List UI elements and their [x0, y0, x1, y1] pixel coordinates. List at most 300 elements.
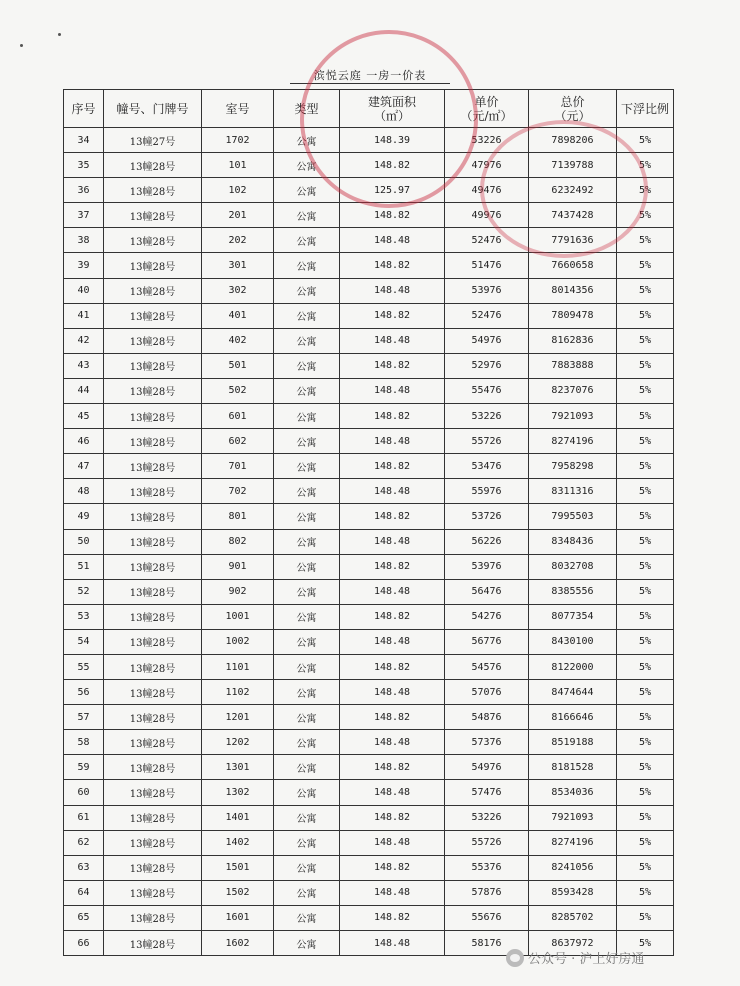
room-no: 1301: [202, 755, 274, 780]
unit-price: 49476: [445, 178, 529, 203]
room-no: 1702: [202, 128, 274, 153]
table-row: [64, 830, 674, 855]
floor-area: 148.82: [340, 504, 445, 529]
discount-rate: 5%: [617, 378, 674, 403]
room-no: 102: [202, 178, 274, 203]
unit-type: 公寓: [274, 755, 340, 780]
total-price: 8637972: [529, 931, 617, 956]
total-price: 7791636: [529, 228, 617, 253]
floor-area: 148.48: [340, 479, 445, 504]
row-index: 52: [64, 579, 104, 604]
watermark: [506, 948, 644, 967]
unit-price: 57076: [445, 680, 529, 705]
unit-type: 公寓: [274, 905, 340, 930]
building-no: 13幢28号: [104, 454, 202, 479]
table-row: [64, 604, 674, 629]
floor-area: 148.82: [340, 303, 445, 328]
row-index: 39: [64, 253, 104, 278]
unit-type: 公寓: [274, 629, 340, 654]
discount-rate: 5%: [617, 479, 674, 504]
floor-area: 148.82: [340, 705, 445, 730]
building-no: 13幢28号: [104, 705, 202, 730]
discount-rate: 5%: [617, 454, 674, 479]
discount-rate: 5%: [617, 805, 674, 830]
building-no: 13幢28号: [104, 680, 202, 705]
discount-rate: 5%: [617, 278, 674, 303]
discount-rate: 5%: [617, 404, 674, 429]
table-row: [64, 128, 674, 153]
discount-rate: 5%: [617, 629, 674, 654]
total-price: 7437428: [529, 203, 617, 228]
discount-rate: 5%: [617, 529, 674, 554]
row-index: 38: [64, 228, 104, 253]
room-no: 1102: [202, 680, 274, 705]
room-no: 1602: [202, 931, 274, 956]
total-price: 7921093: [529, 404, 617, 429]
floor-area: 148.48: [340, 931, 445, 956]
table-row: [64, 680, 674, 705]
unit-type: 公寓: [274, 654, 340, 679]
table-row: [64, 654, 674, 679]
row-index: 56: [64, 680, 104, 705]
unit-price: 55726: [445, 429, 529, 454]
unit-type: 公寓: [274, 479, 340, 504]
discount-rate: 5%: [617, 730, 674, 755]
unit-type: 公寓: [274, 353, 340, 378]
row-index: 41: [64, 303, 104, 328]
unit-type: 公寓: [274, 780, 340, 805]
row-index: 43: [64, 353, 104, 378]
floor-area: 148.82: [340, 153, 445, 178]
total-price: 8274196: [529, 830, 617, 855]
floor-area: 148.48: [340, 328, 445, 353]
price-table: [63, 89, 674, 956]
unit-price: 53226: [445, 128, 529, 153]
row-index: 35: [64, 153, 104, 178]
building-no: 13幢28号: [104, 253, 202, 278]
discount-rate: 5%: [617, 203, 674, 228]
unit-type: 公寓: [274, 529, 340, 554]
unit-price: 53476: [445, 454, 529, 479]
building-no: 13幢28号: [104, 805, 202, 830]
unit-type: 公寓: [274, 855, 340, 880]
total-price: 7898206: [529, 128, 617, 153]
total-price: 6232492: [529, 178, 617, 203]
unit-price: 49976: [445, 203, 529, 228]
room-no: 1002: [202, 629, 274, 654]
unit-type: 公寓: [274, 153, 340, 178]
room-no: 1202: [202, 730, 274, 755]
unit-type: 公寓: [274, 404, 340, 429]
discount-rate: 5%: [617, 353, 674, 378]
floor-area: 148.48: [340, 278, 445, 303]
floor-area: 148.48: [340, 830, 445, 855]
total-price: 8077354: [529, 604, 617, 629]
building-no: 13幢28号: [104, 554, 202, 579]
total-price: 7139788: [529, 153, 617, 178]
building-no: 13幢28号: [104, 378, 202, 403]
room-no: 501: [202, 353, 274, 378]
building-no: 13幢28号: [104, 579, 202, 604]
discount-rate: 5%: [617, 780, 674, 805]
table-row: [64, 755, 674, 780]
header-line: 建筑面积: [367, 94, 416, 109]
room-no: 1001: [202, 604, 274, 629]
table-row: [64, 705, 674, 730]
row-index: 59: [64, 755, 104, 780]
unit-price: 52976: [445, 353, 529, 378]
row-index: 51: [64, 554, 104, 579]
building-no: 13幢28号: [104, 303, 202, 328]
room-no: 1601: [202, 905, 274, 930]
floor-area: 148.82: [340, 755, 445, 780]
building-no: 13幢28号: [104, 228, 202, 253]
header-unit-price: [445, 90, 529, 128]
unit-price: 54976: [445, 328, 529, 353]
total-price: 8162836: [529, 328, 617, 353]
row-index: 65: [64, 905, 104, 930]
unit-price: 55726: [445, 830, 529, 855]
table-row: [64, 378, 674, 403]
floor-area: 148.48: [340, 880, 445, 905]
row-index: 47: [64, 454, 104, 479]
unit-price: 53976: [445, 554, 529, 579]
floor-area: 148.82: [340, 203, 445, 228]
unit-price: 53226: [445, 805, 529, 830]
unit-price: 55476: [445, 378, 529, 403]
total-price: 8166646: [529, 705, 617, 730]
unit-price: 58176: [445, 931, 529, 956]
watermark-text: 公众号 · 沪上好房通: [528, 952, 645, 967]
building-no: 13幢28号: [104, 504, 202, 529]
discount-rate: 5%: [617, 705, 674, 730]
total-price: 7958298: [529, 454, 617, 479]
room-no: 602: [202, 429, 274, 454]
row-index: 49: [64, 504, 104, 529]
floor-area: 148.48: [340, 780, 445, 805]
header-line: （元/㎡）: [460, 108, 513, 123]
unit-price: 54876: [445, 705, 529, 730]
unit-price: 57876: [445, 880, 529, 905]
discount-rate: 5%: [617, 855, 674, 880]
table-row: [64, 253, 674, 278]
unit-price: 57376: [445, 730, 529, 755]
unit-type: 公寓: [274, 253, 340, 278]
unit-type: 公寓: [274, 730, 340, 755]
floor-area: 148.82: [340, 805, 445, 830]
floor-area: 148.82: [340, 554, 445, 579]
table-row: [64, 479, 674, 504]
total-price: 7660658: [529, 253, 617, 278]
table-row: [64, 855, 674, 880]
room-no: 1101: [202, 654, 274, 679]
room-no: 1201: [202, 705, 274, 730]
unit-type: 公寓: [274, 203, 340, 228]
row-index: 46: [64, 429, 104, 454]
row-index: 53: [64, 604, 104, 629]
room-no: 902: [202, 579, 274, 604]
table-header-row: [64, 90, 674, 128]
building-no: 13幢28号: [104, 479, 202, 504]
total-price: 8237076: [529, 378, 617, 403]
room-no: 502: [202, 378, 274, 403]
total-price: 8534036: [529, 780, 617, 805]
total-price: 8311316: [529, 479, 617, 504]
unit-type: 公寓: [274, 429, 340, 454]
building-no: 13幢27号: [104, 128, 202, 153]
room-no: 901: [202, 554, 274, 579]
unit-price: 55676: [445, 905, 529, 930]
unit-price: 55376: [445, 855, 529, 880]
header-room: 室号: [202, 90, 274, 128]
room-no: 1302: [202, 780, 274, 805]
unit-price: 51476: [445, 253, 529, 278]
discount-rate: 5%: [617, 128, 674, 153]
room-no: 302: [202, 278, 274, 303]
floor-area: 148.48: [340, 228, 445, 253]
row-index: 44: [64, 378, 104, 403]
room-no: 1402: [202, 830, 274, 855]
wechat-icon: [506, 949, 524, 967]
unit-price: 56226: [445, 529, 529, 554]
unit-price: 52476: [445, 228, 529, 253]
total-price: 7921093: [529, 805, 617, 830]
header-line: 总价: [560, 94, 585, 109]
row-index: 57: [64, 705, 104, 730]
unit-type: 公寓: [274, 378, 340, 403]
floor-area: 148.48: [340, 730, 445, 755]
row-index: 36: [64, 178, 104, 203]
discount-rate: 5%: [617, 228, 674, 253]
total-price: 8285702: [529, 905, 617, 930]
total-price: 8014356: [529, 278, 617, 303]
header-area: [340, 90, 445, 128]
table-row: [64, 554, 674, 579]
total-price: 8474644: [529, 680, 617, 705]
table-row: [64, 303, 674, 328]
row-index: 64: [64, 880, 104, 905]
unit-price: 47976: [445, 153, 529, 178]
total-price: 8519188: [529, 730, 617, 755]
floor-area: 148.82: [340, 404, 445, 429]
row-index: 54: [64, 629, 104, 654]
room-no: 801: [202, 504, 274, 529]
room-no: 301: [202, 253, 274, 278]
building-no: 13幢28号: [104, 203, 202, 228]
table-row: [64, 454, 674, 479]
unit-type: 公寓: [274, 579, 340, 604]
unit-price: 53726: [445, 504, 529, 529]
discount-rate: 5%: [617, 153, 674, 178]
total-price: 7809478: [529, 303, 617, 328]
floor-area: 148.82: [340, 604, 445, 629]
unit-price: 53976: [445, 278, 529, 303]
discount-rate: 5%: [617, 654, 674, 679]
floor-area: 125.97: [340, 178, 445, 203]
floor-area: 148.48: [340, 429, 445, 454]
discount-rate: 5%: [617, 905, 674, 930]
unit-price: 57476: [445, 780, 529, 805]
floor-area: 148.48: [340, 529, 445, 554]
table-row: [64, 529, 674, 554]
building-no: 13幢28号: [104, 404, 202, 429]
header-type: 类型: [274, 90, 340, 128]
row-index: 48: [64, 479, 104, 504]
discount-rate: 5%: [617, 328, 674, 353]
table-row: [64, 153, 674, 178]
room-no: 101: [202, 153, 274, 178]
total-price: 8348436: [529, 529, 617, 554]
floor-area: 148.82: [340, 855, 445, 880]
scan-speck: [58, 33, 61, 36]
building-no: 13幢28号: [104, 529, 202, 554]
table-title: 滨悦云庭 一房一价表: [290, 69, 450, 84]
floor-area: 148.82: [340, 253, 445, 278]
discount-rate: 5%: [617, 554, 674, 579]
floor-area: 148.82: [340, 454, 445, 479]
row-index: 58: [64, 730, 104, 755]
discount-rate: 5%: [617, 830, 674, 855]
discount-rate: 5%: [617, 604, 674, 629]
unit-price: 56476: [445, 579, 529, 604]
discount-rate: 5%: [617, 303, 674, 328]
unit-price: 54976: [445, 755, 529, 780]
building-no: 13幢28号: [104, 629, 202, 654]
table-row: [64, 780, 674, 805]
building-no: 13幢28号: [104, 905, 202, 930]
discount-rate: 5%: [617, 680, 674, 705]
building-no: 13幢28号: [104, 153, 202, 178]
unit-type: 公寓: [274, 880, 340, 905]
building-no: 13幢28号: [104, 855, 202, 880]
room-no: 702: [202, 479, 274, 504]
unit-type: 公寓: [274, 705, 340, 730]
table-row: [64, 905, 674, 930]
row-index: 45: [64, 404, 104, 429]
floor-area: 148.82: [340, 905, 445, 930]
unit-price: 54576: [445, 654, 529, 679]
total-price: 8241056: [529, 855, 617, 880]
unit-type: 公寓: [274, 931, 340, 956]
unit-type: 公寓: [274, 830, 340, 855]
discount-rate: 5%: [617, 504, 674, 529]
discount-rate: 5%: [617, 178, 674, 203]
building-no: 13幢28号: [104, 353, 202, 378]
row-index: 60: [64, 780, 104, 805]
table-row: [64, 730, 674, 755]
table-row: [64, 880, 674, 905]
building-no: 13幢28号: [104, 328, 202, 353]
room-no: 802: [202, 529, 274, 554]
table-row: [64, 353, 674, 378]
discount-rate: 5%: [617, 931, 674, 956]
row-index: 66: [64, 931, 104, 956]
unit-type: 公寓: [274, 604, 340, 629]
scan-speck: [20, 44, 23, 47]
building-no: 13幢28号: [104, 755, 202, 780]
table-row: [64, 805, 674, 830]
unit-type: 公寓: [274, 228, 340, 253]
total-price: 8274196: [529, 429, 617, 454]
room-no: 601: [202, 404, 274, 429]
discount-rate: 5%: [617, 755, 674, 780]
unit-price: 53226: [445, 404, 529, 429]
building-no: 13幢28号: [104, 830, 202, 855]
discount-rate: 5%: [617, 253, 674, 278]
header-index: 序号: [64, 90, 104, 128]
row-index: 61: [64, 805, 104, 830]
unit-price: 56776: [445, 629, 529, 654]
unit-type: 公寓: [274, 128, 340, 153]
table-row: [64, 429, 674, 454]
room-no: 201: [202, 203, 274, 228]
building-no: 13幢28号: [104, 931, 202, 956]
unit-type: 公寓: [274, 454, 340, 479]
row-index: 37: [64, 203, 104, 228]
row-index: 62: [64, 830, 104, 855]
floor-area: 148.48: [340, 579, 445, 604]
header-line: （元）: [554, 108, 591, 123]
building-no: 13幢28号: [104, 604, 202, 629]
room-no: 401: [202, 303, 274, 328]
unit-price: 52476: [445, 303, 529, 328]
room-no: 1501: [202, 855, 274, 880]
room-no: 202: [202, 228, 274, 253]
table-row: [64, 404, 674, 429]
building-no: 13幢28号: [104, 278, 202, 303]
row-index: 40: [64, 278, 104, 303]
total-price: 8430100: [529, 629, 617, 654]
row-index: 50: [64, 529, 104, 554]
table-row: [64, 278, 674, 303]
table-row: [64, 579, 674, 604]
unit-type: 公寓: [274, 278, 340, 303]
table-row: [64, 629, 674, 654]
unit-type: 公寓: [274, 303, 340, 328]
room-no: 1401: [202, 805, 274, 830]
row-index: 34: [64, 128, 104, 153]
unit-price: 54276: [445, 604, 529, 629]
header-building: 幢号、门牌号: [104, 90, 202, 128]
total-price: 7995503: [529, 504, 617, 529]
table-row: [64, 178, 674, 203]
building-no: 13幢28号: [104, 654, 202, 679]
unit-type: 公寓: [274, 554, 340, 579]
row-index: 55: [64, 654, 104, 679]
header-line: 单价: [474, 94, 499, 109]
room-no: 1502: [202, 880, 274, 905]
total-price: 8593428: [529, 880, 617, 905]
table-row: [64, 228, 674, 253]
discount-rate: 5%: [617, 880, 674, 905]
header-line: （㎡）: [373, 108, 410, 123]
room-no: 701: [202, 454, 274, 479]
total-price: 8122000: [529, 654, 617, 679]
floor-area: 148.48: [340, 680, 445, 705]
building-no: 13幢28号: [104, 730, 202, 755]
floor-area: 148.48: [340, 378, 445, 403]
unit-type: 公寓: [274, 178, 340, 203]
unit-type: 公寓: [274, 805, 340, 830]
table-row: [64, 203, 674, 228]
room-no: 402: [202, 328, 274, 353]
floor-area: 148.48: [340, 629, 445, 654]
unit-price: 55976: [445, 479, 529, 504]
table-row: [64, 504, 674, 529]
building-no: 13幢28号: [104, 780, 202, 805]
building-no: 13幢28号: [104, 429, 202, 454]
total-price: 8032708: [529, 554, 617, 579]
